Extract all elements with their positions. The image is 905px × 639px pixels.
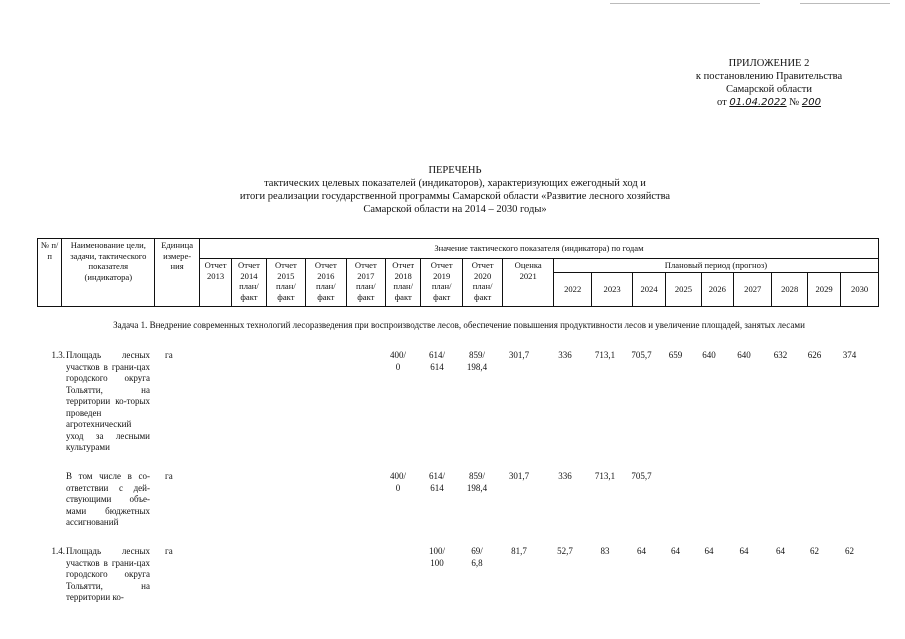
- value-2019: 100/ 100: [428, 546, 445, 568]
- value-2023: 83: [600, 546, 610, 556]
- col-header-plan-period: Плановый период (прогноз): [553, 259, 878, 273]
- value-2021: 81,7: [511, 546, 527, 556]
- col-header-report-2019: Отчет 2019 план/ факт: [421, 259, 462, 307]
- heading-line3: итоги реализации государственной программы Самарской области «Развитие лесного хозяйства: [239, 191, 671, 202]
- row-number: 1.4.: [51, 546, 65, 556]
- col-header-report-2015: Отчет 2015 план/ факт: [266, 259, 305, 307]
- row-number: 1.3.: [51, 350, 65, 360]
- indicator-table-header: [37, 238, 879, 307]
- value-2023: 713,1: [594, 471, 616, 481]
- value-2027: 64: [739, 546, 749, 556]
- col-header-plan-year: 2024: [632, 273, 665, 307]
- scan-artifact: [610, 3, 760, 4]
- annex-date: 01.04.2022: [729, 97, 787, 108]
- value-2020: 859/ 198,4: [466, 471, 488, 493]
- heading-line1: ПЕРЕЧЕНЬ: [428, 165, 482, 176]
- col-header-values: Значение тактического показателя (индикатора) по годам: [199, 239, 878, 259]
- value-2018: 400/ 0: [389, 471, 406, 493]
- value-2018: 400/ 0: [389, 350, 406, 372]
- row-unit: га: [165, 471, 173, 481]
- row-name: В том числе в со-ответствии с дей-ствующими объе-мами бюджетных ассигнований: [66, 471, 150, 527]
- annex-title: ПРИЛОЖЕНИЕ 2: [728, 58, 810, 69]
- row-name: Площадь лесных участков в грани-цах городского округа Тольятти, на территории ко-: [66, 546, 150, 602]
- col-header-name: Наименование цели, задачи, тактического показателя (индикатора): [62, 239, 155, 307]
- col-header-report-2017: Отчет 2017 план/ факт: [346, 259, 385, 307]
- col-header-plan-year: 2025: [666, 273, 701, 307]
- task-heading: Задача 1. Внедрение современных технологий лесоразведения при воспроизводстве лесов, обеспечение повышения продуктивности лесов и увеличение площадей, занятых лесами: [113, 320, 805, 330]
- col-header-report-2020: Отчет 2020 план/ факт: [462, 259, 502, 307]
- value-2024: 705,7: [631, 471, 652, 481]
- value-2020: 69/ 6,8: [471, 546, 483, 568]
- annex-block: [669, 57, 869, 109]
- col-header-report-2016: Отчет 2016 план/ факт: [306, 259, 346, 307]
- heading-line2: тактических целевых показателей (индикаторов), характеризующих ежегодный ход и: [264, 178, 646, 189]
- annex-number: 200: [801, 97, 821, 108]
- value-2024: 64: [637, 546, 646, 556]
- col-header-plan-year: 2030: [841, 273, 879, 307]
- col-header-report-2018: Отчет 2018 план/ факт: [386, 259, 421, 307]
- col-header-plan-year: 2027: [734, 273, 772, 307]
- col-header-estimate-2021: Оценка 2021: [503, 259, 554, 307]
- annex-date-line: [669, 96, 869, 109]
- value-2019: 614/ 614: [428, 350, 445, 372]
- col-header-unit: Единица измере-ния: [155, 239, 200, 307]
- document-heading: [150, 164, 760, 216]
- annex-line1: к постановлению Правительства: [695, 71, 843, 82]
- value-2030: 374: [842, 350, 857, 360]
- value-2029: 626: [807, 350, 822, 360]
- row-name: Площадь лесных участков в грани-цах городского округа Тольятти, на территории ко-торых проведен агротехнический уход за лесными культурами: [66, 350, 150, 452]
- value-2028: 632: [773, 350, 788, 360]
- value-2029: 62: [810, 546, 819, 556]
- annex-number-sign: №: [789, 97, 800, 108]
- heading-line4: Самарской области на 2014 – 2030 годы»: [363, 204, 547, 215]
- col-header-plan-year: 2026: [701, 273, 733, 307]
- col-header-plan-year: 2022: [553, 273, 591, 307]
- value-2021: 301,7: [508, 350, 530, 360]
- value-2022: 336: [558, 471, 572, 481]
- value-2023: 713,1: [594, 350, 616, 360]
- value-2020: 859/ 198,4: [466, 350, 488, 372]
- value-2024: 705,7: [631, 350, 652, 360]
- row-unit: га: [165, 350, 173, 360]
- row-unit: га: [165, 546, 173, 556]
- col-header-plan-year: 2028: [772, 273, 807, 307]
- scan-artifact: [800, 3, 890, 4]
- value-2021: 301,7: [508, 471, 530, 481]
- value-2028: 64: [776, 546, 785, 556]
- value-2030: 62: [845, 546, 854, 556]
- value-2022: 336: [558, 350, 572, 360]
- col-header-plan-year: 2023: [592, 273, 632, 307]
- value-2022: 52,7: [557, 546, 573, 556]
- value-2027: 640: [737, 350, 751, 360]
- col-header-report-2013: Отчет 2013: [199, 259, 231, 307]
- value-2025: 64: [671, 546, 680, 556]
- col-header-number: № п/п: [38, 239, 62, 307]
- annex-line2: Самарской области: [726, 84, 812, 95]
- value-2025: 659: [668, 350, 683, 360]
- value-2026: 640: [702, 350, 716, 360]
- col-header-report-2014: Отчет 2014 план/ факт: [232, 259, 266, 307]
- annex-date-prefix: от: [717, 97, 727, 108]
- value-2019: 614/ 614: [428, 471, 445, 493]
- col-header-plan-year: 2029: [807, 273, 840, 307]
- value-2026: 64: [704, 546, 714, 556]
